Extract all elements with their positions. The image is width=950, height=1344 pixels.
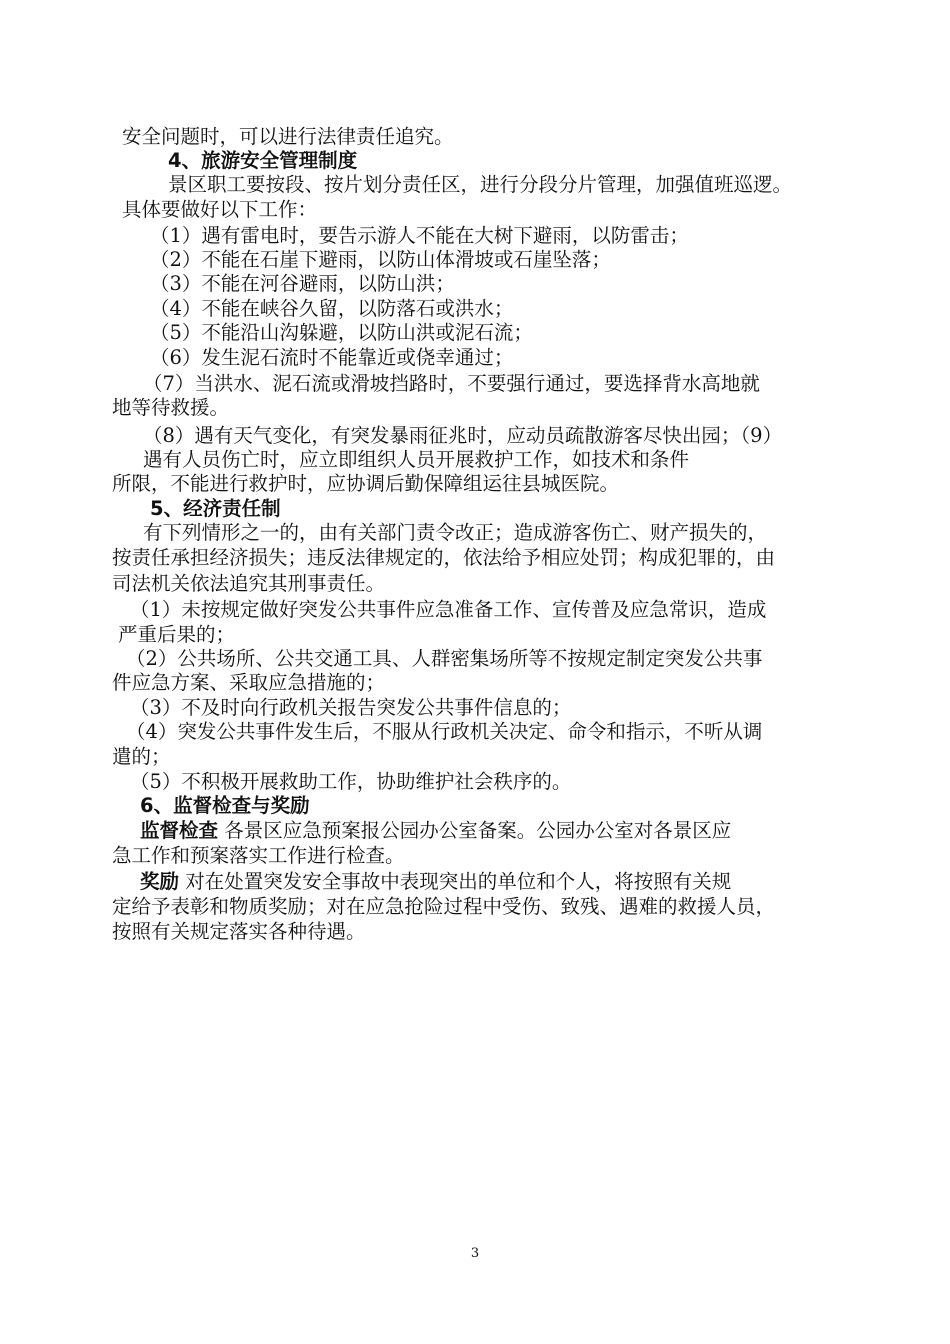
text-line: 景区职工要按段、按片划分责任区，进行分段分片管理，加强值班巡逻。 <box>168 173 793 196</box>
list-item: （5）不能沿山沟躲避，以防山洪或泥石流； <box>150 321 533 344</box>
list-item: （3）不及时向行政机关报告突发公共事件信息的； <box>130 696 572 719</box>
section-heading: 6、监督检查与奖励 <box>140 794 310 817</box>
list-item: （4）突发公共事件发生后，不服从行政机关决定、命令和指示，不听从调 <box>126 720 763 743</box>
list-item: （7）当洪水、泥石流或滑坡挡路时，不要强行通过，要选择背水高地就 <box>143 372 760 395</box>
list-item: （3）不能在河谷避雨，以防山洪； <box>150 272 455 295</box>
section-heading: 4、旅游安全管理制度 <box>168 149 358 172</box>
list-item: （2）不能在石崖下避雨，以防山体滑坡或石崖坠落； <box>150 248 611 271</box>
list-item: （4）不能在峡谷久留，以防落石或洪水； <box>150 297 514 320</box>
supervision-label: 监督检查 <box>140 819 219 842</box>
list-item: （2）公共场所、公共交通工具、人群密集场所等不按规定制定突发公共事 <box>126 647 763 670</box>
text-line: 按照有关规定落实各种待遇。 <box>112 920 366 943</box>
text-line: 地等待救援。 <box>112 396 230 419</box>
reward-paragraph <box>140 870 731 894</box>
text-line: 具体要做好以下工作： <box>122 198 318 221</box>
text-line: 严重后果的； <box>118 623 236 646</box>
list-item: （6）发生泥石流时不能靠近或侥幸通过； <box>150 346 514 369</box>
text-line: 有下列情形之一的，由有关部门责令改正；造成游客伤亡、财产损失的， <box>143 521 768 544</box>
text-line: 件应急方案、采取应急措施的； <box>112 671 386 694</box>
reward-label: 奖励 <box>140 870 180 893</box>
list-item: （1）遇有雷电时，要告示游人不能在大树下避雨，以防雷击； <box>150 224 689 247</box>
list-item: （8）遇有天气变化，有突发暴雨征兆时，应动员疏散游客尽快出园；（9） <box>143 424 783 447</box>
supervision-paragraph <box>140 819 731 843</box>
text-line: 所限，不能进行救护时，应协调后勤保障组运往县城医院。 <box>112 472 620 495</box>
text-line: 定给予表彰和物质奖励；对在应急抢险过程中受伤、致残、遇难的救援人员， <box>112 895 776 918</box>
text-line: 安全问题时，可以进行法律责任追究。 <box>122 125 454 148</box>
text-line: 遇有人员伤亡时，应立即组织人员开展救护工作，如技术和条件 <box>143 448 690 471</box>
list-item: （5）不积极开展救助工作，协助维护社会秩序的。 <box>130 770 572 793</box>
text-line: 遣的； <box>112 745 171 768</box>
section-heading: 5、经济责任制 <box>150 497 281 520</box>
text-line: 急工作和预案落实工作进行检查。 <box>112 844 405 867</box>
text-line: 司法机关依法追究其刑事责任。 <box>112 572 386 595</box>
reward-text: 对在处置突发安全事故中表现突出的单位和个人，将按照有关规 <box>179 870 732 893</box>
supervision-text: 各景区应急预案报公园办公室备案。公园办公室对各景区应 <box>218 819 732 842</box>
text-line: 按责任承担经济损失；违反法律规定的，依法给予相应处罚；构成犯罪的，由 <box>112 546 776 569</box>
page-number: 3 <box>470 1246 480 1261</box>
list-item: （1）未按规定做好突发公共事件应急准备工作、宣传普及应急常识，造成 <box>130 598 767 621</box>
